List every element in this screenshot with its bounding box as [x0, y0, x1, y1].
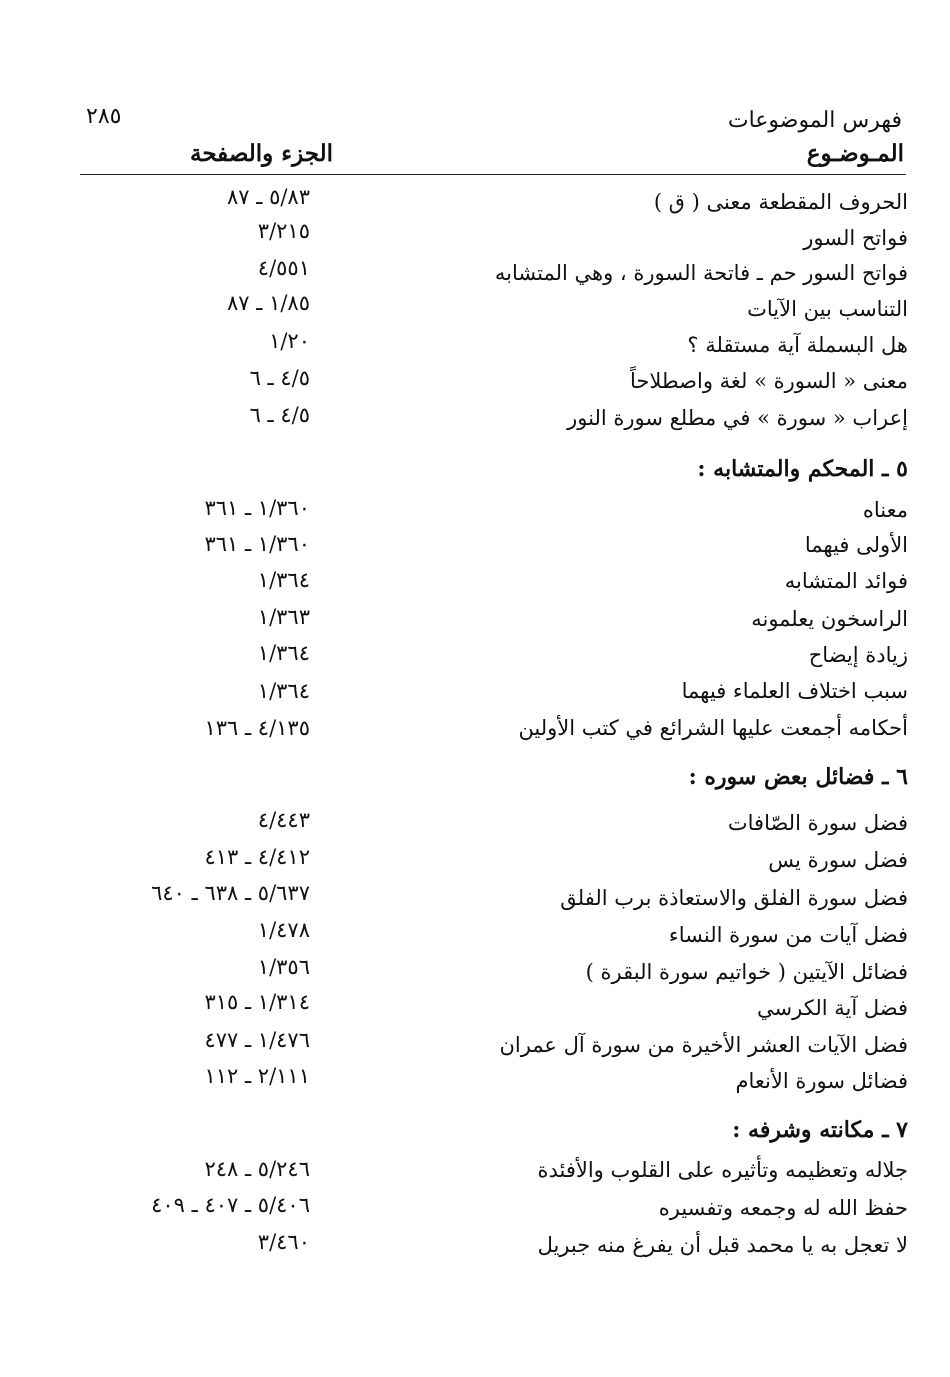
entry-topic: الأولى فيهما — [804, 533, 908, 557]
entry-reference: ٥/٦٣٧ ـ ٦٣٨ ـ ٦٤٠ — [151, 881, 310, 905]
entry-topic: فواتح السور حم ـ فاتحة السورة ، وهي المتشابه — [494, 261, 908, 285]
entry-reference: ٤/٥ ـ ٦ — [249, 366, 310, 390]
entry-reference: ٤/٥ ـ ٦ — [249, 403, 310, 427]
entry-topic: التناسب بين الآيات — [747, 297, 908, 321]
page-number: ٢٨٥ — [86, 104, 122, 129]
entry-reference: ١/٣٦٣ — [257, 605, 310, 629]
entry-topic: فضل الآيات العشر الأخيرة من سورة آل عمران — [499, 1033, 908, 1057]
entry-reference: ٥/٤٠٦ ـ ٤٠٧ ـ ٤٠٩ — [151, 1193, 310, 1217]
entry-reference: ١/٤٧٦ ـ ٤٧٧ — [204, 1028, 310, 1052]
entry-reference: ٣/٢١٥ — [257, 219, 310, 243]
entry-reference: ١/٤٧٨ — [257, 918, 310, 942]
reference-column-header: الجزء والصفحة — [190, 140, 334, 167]
entry-reference: ٢/١١١ ـ ١١٢ — [204, 1064, 310, 1088]
entry-reference: ١/٣٦٤ — [257, 641, 310, 665]
entry-topic: فوائد المتشابه — [784, 569, 908, 593]
entry-reference: ١/٣٦٠ ـ ٣٦١ — [204, 496, 310, 520]
entry-reference: ١/٨٥ ـ ٨٧ — [227, 291, 310, 315]
section-heading: ٦ ـ فضائل بعض سوره : — [688, 764, 908, 790]
entry-topic: فضل سورة الصّافات — [727, 811, 908, 835]
entry-reference: ١/٣٥٦ — [257, 955, 310, 979]
entry-topic: جلاله وتعظيمه وتأثيره على القلوب والأفئدة — [537, 1158, 908, 1182]
entry-reference: ٥/٢٤٦ ـ ٢٤٨ — [204, 1157, 310, 1181]
entry-topic: حفظ الله له وجمعه وتفسيره — [658, 1196, 908, 1220]
entry-reference: ١/٣١٤ ـ ٣١٥ — [204, 990, 310, 1014]
topic-column-header: المـوضـوع — [806, 140, 904, 167]
entry-reference: ٥/٨٣ ـ ٨٧ — [227, 185, 310, 209]
entry-topic: معناه — [862, 498, 908, 522]
entry-reference: ٤/٥٥١ — [257, 256, 310, 280]
running-title: فهرس الموضوعات — [727, 108, 902, 133]
section-heading: ٥ ـ المحكم والمتشابه : — [697, 456, 908, 482]
entry-topic: لا تعجل به يا محمد قبل أن يفرغ منه جبريل — [537, 1233, 908, 1257]
entry-topic: أحكامه أجمعت عليها الشرائع في كتب الأولين — [518, 716, 908, 740]
entry-topic: هل البسملة آية مستقلة ؟ — [687, 333, 908, 357]
entry-reference: ٤/٤١٢ ـ ٤١٣ — [204, 845, 310, 869]
entry-topic: سبب اختلاف العلماء فيهما — [681, 679, 908, 703]
entry-reference: ١/٢٠ — [269, 329, 310, 353]
entry-topic: إعراب « سورة » في مطلع سورة النور — [567, 406, 908, 430]
entry-reference: ١/٣٦٤ — [257, 568, 310, 592]
entry-topic: فضائل سورة الأنعام — [735, 1069, 908, 1093]
entry-topic: الحروف المقطعة معنى ( ق ) — [653, 190, 908, 214]
entry-reference: ١/٣٦٠ ـ ٣٦١ — [204, 532, 310, 556]
entry-topic: زيادة إيضاح — [808, 643, 908, 667]
entry-reference: ٤/١٣٥ ـ ١٣٦ — [204, 716, 310, 740]
entry-topic: فضل سورة يس — [768, 848, 908, 872]
entry-topic: الراسخون يعلمونه — [751, 607, 908, 631]
section-heading: ٧ ـ مكانته وشرفه : — [732, 1117, 908, 1143]
entry-topic: فضل سورة الفلق والاستعاذة برب الفلق — [560, 886, 908, 910]
entry-topic: فواتح السور — [803, 226, 908, 250]
entry-reference: ٣/٤٦٠ — [257, 1230, 310, 1254]
entry-reference: ١/٣٦٤ — [257, 679, 310, 703]
entry-reference: ٤/٤٤٣ — [257, 808, 310, 832]
entry-topic: معنى « السورة » لغة واصطلاحاً — [630, 369, 908, 393]
entry-topic: فضل آيات من سورة النساء — [668, 923, 908, 947]
entry-topic: فضائل الآيتين ( خواتيم سورة البقرة ) — [585, 960, 908, 984]
header-rule — [80, 174, 906, 175]
entry-topic: فضل آية الكرسي — [757, 996, 908, 1020]
